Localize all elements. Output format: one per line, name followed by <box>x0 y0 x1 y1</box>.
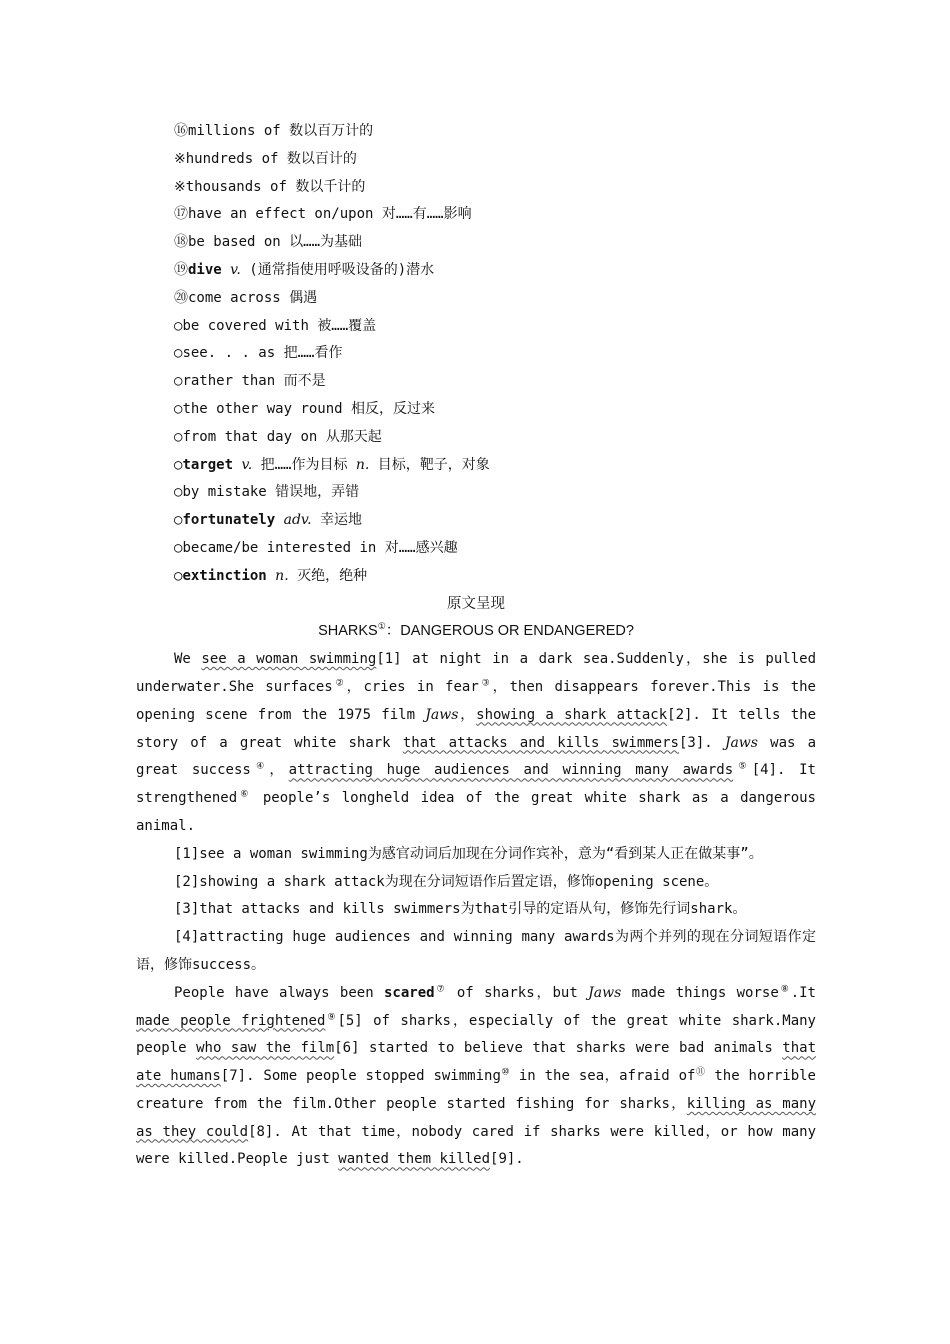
film-title: Jaws <box>425 706 459 723</box>
grammar-note-1: [1]see a woman swimming为感官动词后加现在分词作宾补，意为“看到某人正在做某事”。 <box>174 845 763 862</box>
grammar-note-2: [2]showing a shark attack为现在分词短语作后置定语，修饰opening scene。 <box>174 873 719 890</box>
vocab-term: see. . . as <box>182 345 276 362</box>
vocab-item <box>136 174 816 202</box>
vocab-item <box>136 424 816 452</box>
vocab-term: the other way round <box>182 400 343 417</box>
vocab-meaning: 对……有……影响 <box>381 206 472 223</box>
vocab-term: fortunately <box>182 512 276 529</box>
film-title: Jaws <box>724 734 758 751</box>
vocab-item <box>136 340 816 368</box>
vocab-item <box>136 285 816 313</box>
vocab-marker: ⑰ <box>174 206 188 223</box>
vocab-meaning: 把……作为目标 <box>260 456 348 473</box>
vocab-meaning: 错误地，弄错 <box>275 484 360 501</box>
vocab-item <box>136 118 816 146</box>
vocab-term: rather than <box>182 373 276 390</box>
grammar-note-3: [3]that attacks and kills swimmers为that引导的定语从句，修饰先行词shark。 <box>174 901 747 918</box>
vocab-term: be based on <box>188 234 281 251</box>
vocab-term: come across <box>188 289 281 306</box>
vocab-marker: ○ <box>174 400 183 417</box>
vocab-pos: adv. <box>283 512 312 529</box>
vocab-meaning: 而不是 <box>283 373 326 390</box>
vocab-item <box>136 201 816 229</box>
vocab-word: scared <box>384 984 435 1001</box>
annotated-phrase: wanted them killed <box>338 1151 491 1168</box>
title-main: SHARKS <box>318 623 378 640</box>
annotated-phrase: who saw the film <box>196 1040 335 1057</box>
vocab-item <box>136 396 816 424</box>
vocab-marker: ⑳ <box>174 289 188 306</box>
vocab-marker: ※ <box>174 178 186 195</box>
vocab-item <box>136 507 816 535</box>
annotated-phrase: see a woman swimming <box>201 651 377 668</box>
vocab-meaning: 偶遇 <box>289 289 318 306</box>
film-title: Jaws <box>588 984 622 1001</box>
grammar-note-4: [4]attracting huge audiences and winning many awards为两个并列的现在分词短语作定语，修饰success。 <box>136 929 816 973</box>
vocab-meaning: 数以千计的 <box>295 178 366 195</box>
vocab-meaning: 目标，靶子，对象 <box>377 456 490 473</box>
vocab-term: target <box>182 456 234 473</box>
vocabulary-list <box>136 118 816 591</box>
vocab-meaning: 把……看作 <box>283 345 343 362</box>
vocab-meaning: 从那天起 <box>325 428 382 445</box>
vocab-term: thousands of <box>185 178 287 195</box>
vocab-item <box>136 563 816 591</box>
paragraph-1: We see a woman swimming[1] at night in a dark sea.Suddenly，she is pulled underwater.She surfaces②，cries in fear③，then disappears forever.This is the opening scene from the 1975 film Jaws，showing a shark attack[2]. It tells the story of a great white shark that attacks and kills swimmers[3]. Jaws was a great success④，attracting huge audiences and winning many awards⑤[4]. It strengthened⑥ people’s longheld idea of the great white shark as a dangerous animal. <box>136 651 817 834</box>
vocab-meaning: 被……覆盖 <box>317 317 377 334</box>
annotated-phrase: that ate humans <box>136 1040 816 1085</box>
vocab-pos: v. <box>230 261 241 278</box>
vocab-term: dive <box>188 261 222 278</box>
vocab-marker: ○ <box>174 345 183 362</box>
title-footnote-mark: ① <box>377 621 386 632</box>
vocab-term: hundreds of <box>185 150 279 167</box>
vocab-term: millions of <box>188 123 281 139</box>
vocab-meaning: 数以百计的 <box>286 150 357 167</box>
vocab-marker: ⑲ <box>174 261 188 278</box>
paragraph-2: People have always been scared⑦ of sharks，but Jaws made things worse⑧.It made people frightened⑨[5] of sharks，especially of the great white shark.Many people who saw the film[6] started to believe that sharks were bad animals that ate humans[7]. Some people stopped swimming⑩ in the sea，afraid of⑪ the horrible creature from the film.Other people started fishing for sharks，killing as many as they could[8]. At that time，nobody cared if sharks were killed，or how many were killed.People just wanted them killed[9]. <box>136 984 816 1168</box>
vocab-item <box>136 535 816 563</box>
document-page <box>136 118 816 1174</box>
vocab-item <box>136 313 816 341</box>
vocab-item <box>136 368 816 396</box>
vocab-term: became/be interested in <box>182 539 377 556</box>
annotated-phrase: showing a shark attack <box>476 706 668 723</box>
vocab-meaning: 相反，反过来 <box>351 400 436 417</box>
vocab-term: by mistake <box>182 484 267 501</box>
vocab-item <box>136 229 816 257</box>
vocab-marker: ○ <box>174 373 183 390</box>
annotated-phrase: made people frightened <box>136 1012 326 1029</box>
vocab-marker: ○ <box>174 567 183 584</box>
article-title <box>136 618 816 646</box>
vocab-term: be covered with <box>182 317 309 334</box>
vocab-meaning: 灭绝，绝种 <box>297 567 368 584</box>
vocab-marker: ○ <box>174 512 183 529</box>
vocab-marker: ○ <box>174 317 183 334</box>
vocab-marker: ○ <box>174 456 183 473</box>
vocab-item <box>136 479 816 507</box>
vocab-meaning: (通常指使用呼吸设备的)潜水 <box>249 261 435 278</box>
annotated-phrase: that attacks and kills swimmers <box>402 734 679 751</box>
vocab-marker: ○ <box>174 539 183 556</box>
vocab-marker: ○ <box>174 428 183 445</box>
vocab-meaning: 对……感兴趣 <box>384 539 458 556</box>
vocab-meaning: 幸运地 <box>320 512 363 529</box>
vocab-term: extinction <box>182 567 267 584</box>
vocab-pos: n. <box>275 567 289 584</box>
vocab-term: from that day on <box>182 428 318 445</box>
title-sub: ：DANGEROUS OR ENDANGERED? <box>385 623 634 640</box>
vocab-meaning: 以……为基础 <box>289 234 363 251</box>
vocab-marker: ※ <box>174 150 186 167</box>
vocab-meaning: 数以百万计的 <box>289 123 374 139</box>
vocab-pos: v. <box>241 456 253 473</box>
annotated-phrase: attracting huge audiences and winning many awards <box>288 762 734 779</box>
section-heading: 原文呈现 <box>447 595 505 612</box>
vocab-marker: ⑱ <box>174 234 188 251</box>
vocab-marker: ⑯ <box>174 123 188 139</box>
vocab-marker: ○ <box>174 484 183 501</box>
vocab-item <box>136 146 816 174</box>
vocab-pos: n. <box>355 456 370 473</box>
vocab-item <box>136 257 816 285</box>
vocab-item <box>136 452 816 480</box>
annotated-phrase: killing as many as they could <box>136 1095 816 1140</box>
vocab-term: have an effect on/upon <box>188 206 374 223</box>
